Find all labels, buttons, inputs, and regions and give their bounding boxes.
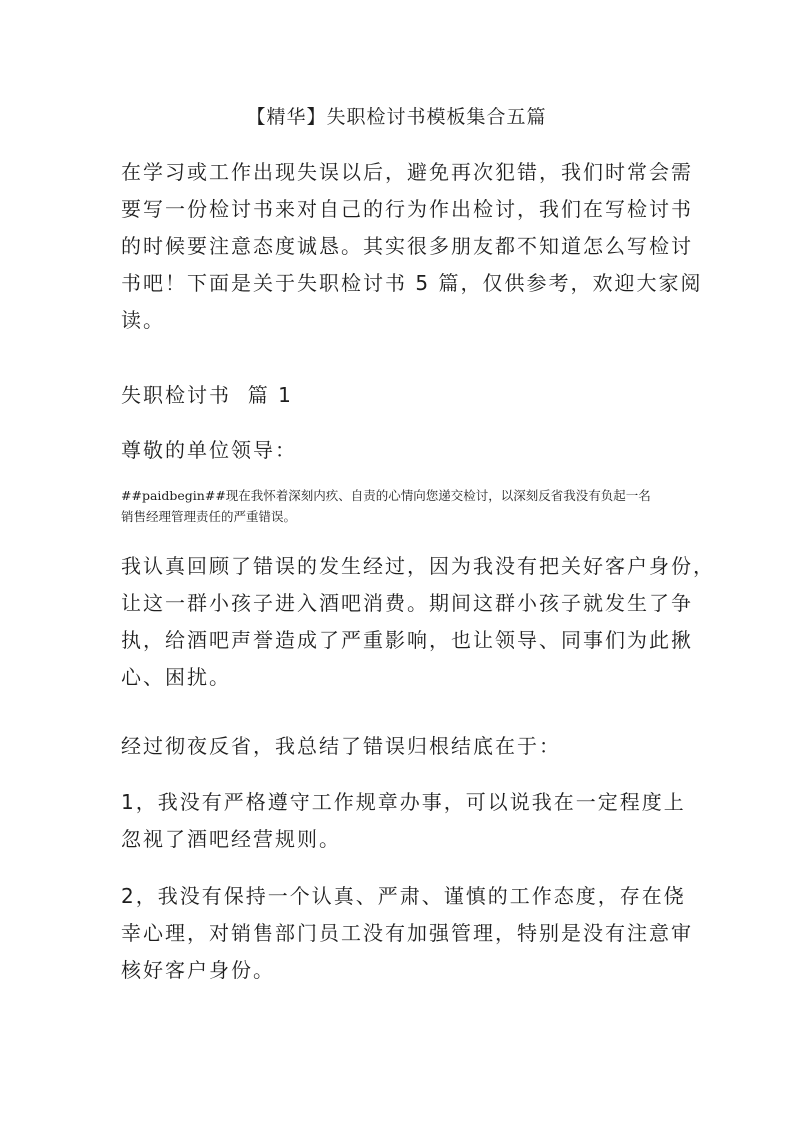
text-line: ##paidbegin##现在我怀着深刻内疚、自责的心情向您递交检讨，以深刻反省我没有负起一名 — [121, 488, 651, 503]
list-item-1 — [121, 784, 686, 858]
list-item-2 — [121, 878, 693, 989]
document-title: 【精华】失职检讨书模板集合五篇 — [246, 106, 547, 128]
paragraph-2 — [121, 728, 681, 765]
salutation-block — [121, 432, 681, 469]
text-line: 2，我没有保持一个认真、严肃、谨慎的工作态度，存在侥 — [121, 884, 686, 908]
text-line: 执，给酒吧声誉造成了严重影响，也让领导、同事们为此揪 — [121, 628, 693, 652]
text-line: 的时候要注意态度诚恳。其实很多朋友都不知道怎么写检讨 — [121, 234, 693, 258]
text-line: 书吧！下面是关于失职检讨书 5 篇，仅供参考，欢迎大家阅 — [121, 271, 703, 295]
section-heading-block — [121, 377, 681, 414]
text-line: 让这一群小孩子进入酒吧消费。期间这群小孩子就发生了争 — [121, 591, 693, 615]
text-line: 销售经理管理责任的严重错误。 — [121, 509, 297, 524]
text-line: 经过彻夜反省，我总结了错误归根结底在于： — [121, 734, 561, 758]
small-note-paragraph — [121, 485, 681, 527]
salutation: 尊敬的单位领导： — [121, 438, 297, 462]
text-line: 读。 — [121, 308, 165, 332]
text-line: 幸心理，对销售部门员工没有加强管理，特别是没有注意审 — [121, 921, 693, 945]
text-line: 我认真回顾了错误的发生经过，因为我没有把关好客户身份， — [121, 554, 715, 578]
intro-paragraph — [121, 154, 703, 339]
text-line: 心、困扰。 — [121, 665, 231, 689]
paragraph-1 — [121, 548, 715, 696]
section-heading: 失职检讨书 篇 1 — [121, 383, 293, 407]
text-line: 在学习或工作出现失误以后，避免再次犯错，我们时常会需 — [121, 160, 693, 184]
text-line: 要写一份检讨书来对自己的行为作出检讨，我们在写检讨书 — [121, 197, 693, 221]
text-line: 忽视了酒吧经营规则。 — [121, 827, 341, 851]
text-line: 1，我没有严格遵守工作规章办事，可以说我在一定程度上 — [121, 790, 686, 814]
text-line: 核好客户身份。 — [121, 958, 275, 982]
